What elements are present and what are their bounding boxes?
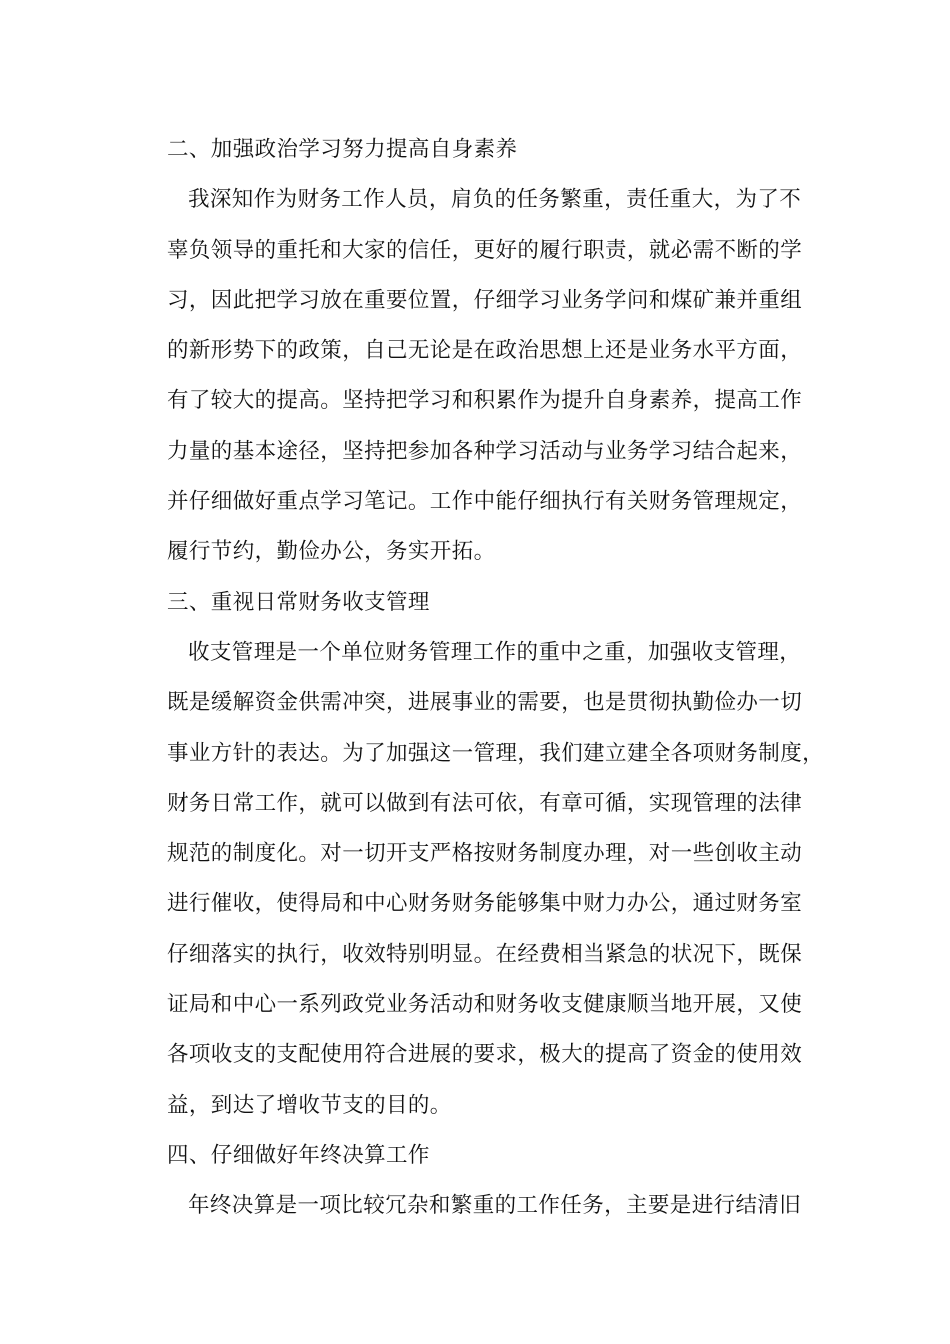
paragraph-line: 既是缓解资金供需冲突，进展事业的需要，也是贯彻执勤俭办一切: [167, 690, 803, 716]
section-paragraph: [146, 1181, 826, 1231]
paragraph-line: 财务日常工作，就可以做到有法可依，有章可循，实现管理的法律: [167, 790, 803, 816]
paragraph-line: 各项收支的支配使用符合进展的要求，极大的提高了资金的使用效: [167, 1042, 803, 1068]
paragraph-line: 有了较大的提高。坚持把学习和积累作为提升自身素养，提高工作: [167, 388, 803, 414]
section-heading: 三、重视日常财务收支管理: [167, 589, 430, 615]
paragraph-line: 习，因此把学习放在重要位置，仔细学习业务学问和煤矿兼并重组: [167, 287, 803, 313]
section-heading: 二、加强政治学习努力提高自身素养: [167, 137, 518, 162]
paragraph-line: 规范的制度化。对一切开支严格按财务制度办理，对一些创收主动: [167, 841, 803, 867]
section-paragraph: [146, 628, 826, 1131]
section-heading: 四、仔细做好年终决算工作: [167, 1142, 430, 1168]
paragraph-line: 事业方针的表达。为了加强这一管理，我们建立建全各项财务制度，: [167, 740, 825, 766]
paragraph-line: 进行催收，使得局和中心财务财务能够集中财力办公，通过财务室: [167, 891, 803, 917]
paragraph-line: 收支管理是一个单位财务管理工作的重中之重，加强收支管理，: [188, 639, 802, 665]
paragraph-line: 益，到达了增收节支的目的。: [167, 1092, 452, 1118]
paragraph-line: 证局和中心一系列政党业务活动和财务收支健康顺当地开展，又使: [167, 992, 803, 1018]
paragraph-line: 仔细落实的执行，收效特别明显。在经费相当紧急的状况下，既保: [167, 941, 803, 967]
paragraph-line: 并仔细做好重点学习笔记。工作中能仔细执行有关财务管理规定，: [167, 489, 803, 515]
paragraph-line: 辜负领导的重托和大家的信任，更好的履行职责，就必需不断的学: [167, 237, 803, 263]
paragraph-line: 力量的基本途径，坚持把参加各种学习活动与业务学习结合起来，: [167, 438, 803, 464]
paragraph-line: 年终决算是一项比较冗杂和繁重的工作任务，主要是进行结清旧: [188, 1193, 802, 1219]
paragraph-line: 的新形势下的政策，自己无论是在政治思想上还是业务水平方面，: [167, 338, 803, 364]
paragraph-line: 我深知作为财务工作人员，肩负的任务繁重，责任重大，为了不: [188, 187, 802, 213]
paragraph-line: 履行节约，勤俭办公，务实开拓。: [167, 539, 496, 565]
section-paragraph: [146, 175, 826, 577]
document-body: [146, 125, 826, 1232]
